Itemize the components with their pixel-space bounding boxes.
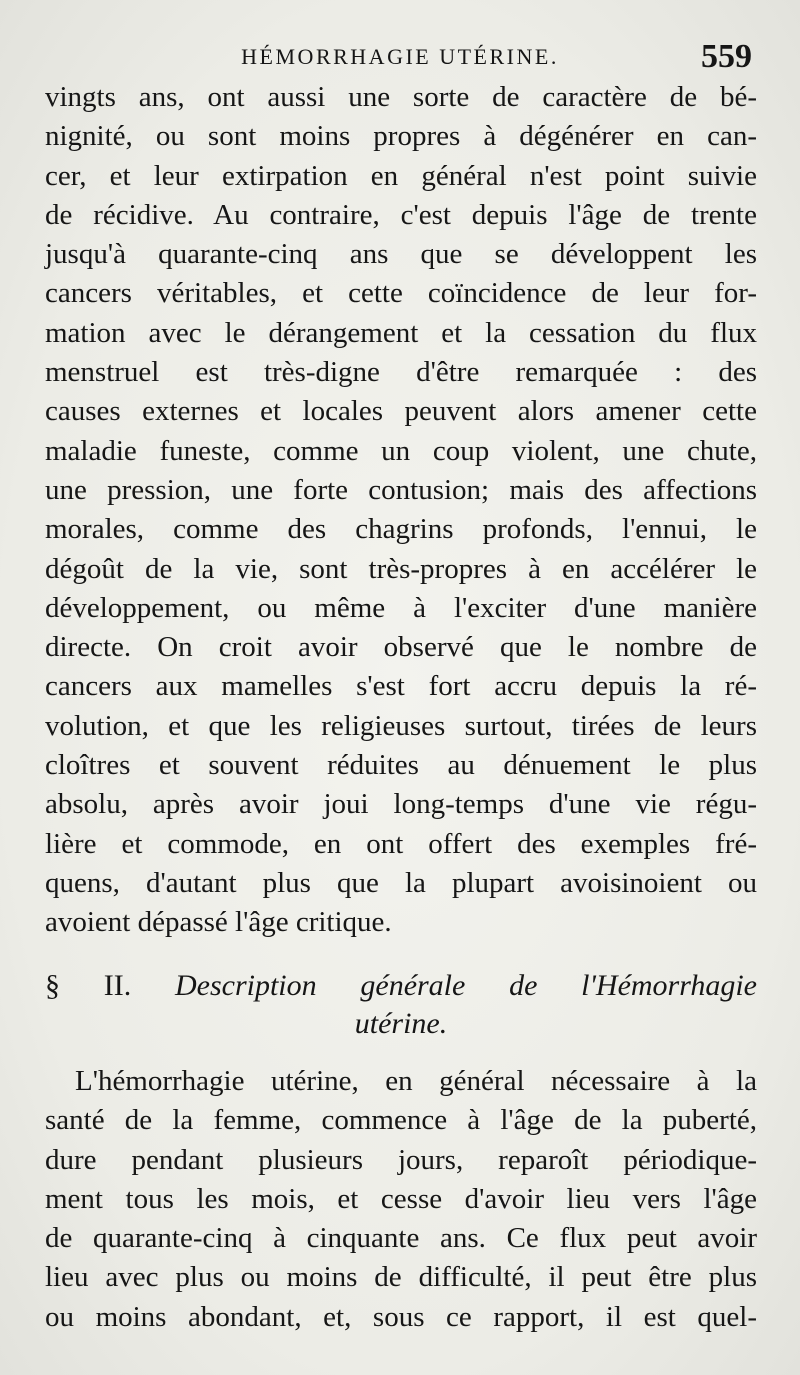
- text-line: développement, ou même à l'exciter d'une manière: [45, 591, 757, 624]
- section-heading-line: [45, 966, 757, 1006]
- text-line: cancers véritables, et cette coïncidence de leur for-: [45, 277, 757, 310]
- text-line: cer, et leur extirpation en général n'est point suivie: [45, 159, 757, 192]
- text-line: quens, d'autant plus que la plupart avoisinoient ou: [45, 866, 757, 899]
- section-title: Description générale de l'Hémorrhagie: [174, 969, 758, 1002]
- text-line: une pression, une forte contusion; mais des affections: [45, 473, 757, 506]
- section-title-continued: utérine.: [354, 1007, 448, 1040]
- text-line: dégoût de la vie, sont très-propres à en accélérer le: [45, 552, 757, 585]
- text-line: L'hémorrhagie utérine, en général nécessaire à la: [75, 1065, 757, 1097]
- text-line: santé de la femme, commence à l'âge de la puberté,: [45, 1104, 757, 1137]
- text-line: menstruel est très-digne d'être remarquée : des: [45, 356, 757, 389]
- text-line: maladie funeste, comme un coup violent, une chute,: [45, 434, 757, 467]
- text-line: vingts ans, ont aussi une sorte de caractère de bé-: [45, 81, 757, 113]
- section-mark: § II.: [45, 969, 132, 1002]
- text-line: jusqu'à quarante-cinq ans que se développent les: [45, 238, 757, 271]
- text-line: nignité, ou sont moins propres à dégénérer en can-: [45, 120, 757, 153]
- text-line: avoient dépassé l'âge critique.: [45, 906, 392, 939]
- text-line: cancers aux mamelles s'est fort accru depuis la ré-: [45, 670, 757, 703]
- running-head-title: HÉMORRHAGIE UTÉRINE.: [241, 44, 559, 69]
- text-line: absolu, après avoir joui long-temps d'une vie régu-: [45, 788, 757, 821]
- page-number: 559: [701, 38, 752, 75]
- text-line: volution, et que les religieuses surtout, tirées de leurs: [45, 709, 757, 742]
- text-line: de récidive. Au contraire, c'est depuis l'âge de trente: [45, 198, 757, 231]
- text-line: directe. On croit avoir observé que le nombre de: [45, 631, 757, 664]
- text-line: ou moins abondant, et, sous ce rapport, il est quel-: [45, 1300, 757, 1333]
- text-line: dure pendant plusieurs jours, reparoît périodique-: [45, 1143, 757, 1176]
- running-head: [40, 38, 760, 78]
- text-line: ment tous les mois, et cesse d'avoir lieu vers l'âge: [45, 1182, 757, 1215]
- text-line: cloîtres et souvent réduites au dénuement le plus: [45, 749, 757, 782]
- text-line: de quarante-cinq à cinquante ans. Ce flux peut avoir: [45, 1222, 757, 1255]
- text-line: lière et commode, en ont offert des exemples fré-: [45, 827, 757, 860]
- section-heading: [45, 966, 757, 1042]
- paragraph-1: [45, 78, 757, 943]
- text-line: morales, comme des chagrins profonds, l'ennui, le: [45, 513, 757, 546]
- text-line: causes externes et locales peuvent alors amener cette: [45, 395, 757, 428]
- text-line: mation avec le dérangement et la cessation du flux: [45, 316, 757, 349]
- text-line: lieu avec plus ou moins de difficulté, il peut être plus: [45, 1261, 757, 1294]
- paragraph-2: [45, 1062, 757, 1337]
